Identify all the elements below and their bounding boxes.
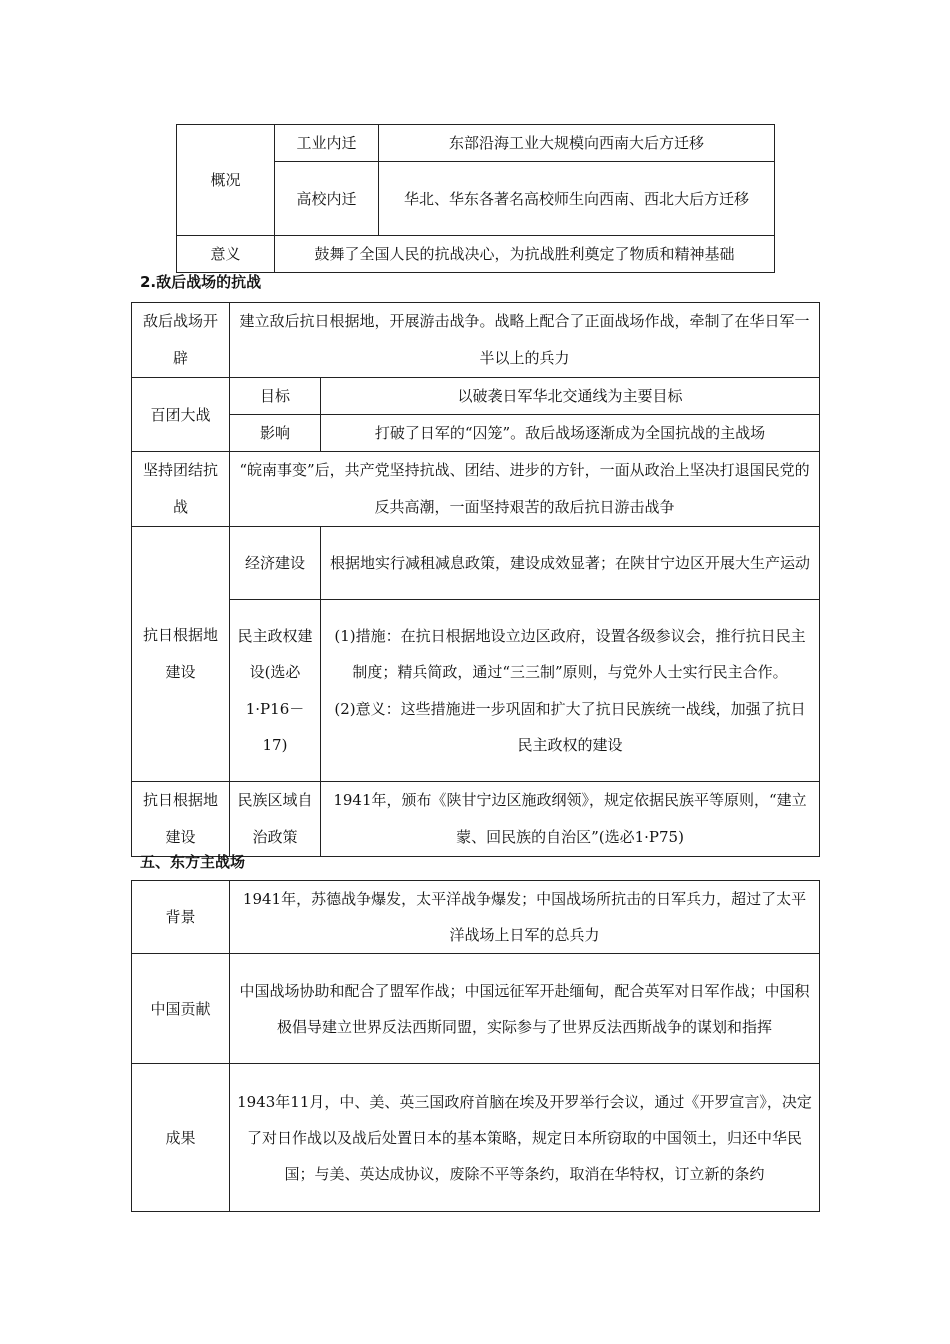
section-heading-5: 五、东方主战场 [140,853,246,871]
table-eastern-battlefield [131,880,820,1212]
college-label: 高校内迁 [275,162,379,236]
goal-label: 目标 [230,378,321,415]
goal-text: 以破袭日军华北交通线为主要目标 [321,378,820,415]
contribution-text: 中国战场协助和配合了盟军作战；中国远征军开赴缅甸，配合英军对日军作战；中国积极倡导建立世界反法西斯同盟，实际参与了世界反法西斯战争的谋划和指挥 [230,954,820,1064]
table-relocation [176,124,775,273]
ethnic-text: 1941年，颁布《陕甘宁边区施政纲领》，规定依据民族平等原则，“建立蒙、回民族的自治区”(选必1·P75) [321,782,820,857]
persist-label: 坚持团结抗战 [132,452,230,527]
meaning-text: 鼓舞了全国人民的抗战决心，为抗战胜利奠定了物质和精神基础 [275,236,775,273]
hundred-regiments-label: 百团大战 [132,378,230,452]
table-rear-battlefield [131,302,820,857]
open-text: 建立敌后抗日根据地，开展游击战争。战略上配合了正面战场作战，牵制了在华日军一半以上的兵力 [230,303,820,378]
background-text: 1941年，苏德战争爆发，太平洋战争爆发；中国战场所抗击的日军兵力，超过了太平洋战场上日军的总兵力 [230,881,820,954]
democracy-label: 民主政权建设(选必1·P16－17) [230,600,321,782]
effect-text: 打破了日军的“囚笼”。敌后战场逐渐成为全国抗战的主战场 [321,415,820,452]
overview-label: 概况 [177,125,275,236]
economy-label: 经济建设 [230,527,321,600]
economy-text: 根据地实行减租减息政策，建设成效显著；在陕甘宁边区开展大生产运动 [321,527,820,600]
industry-label: 工业内迁 [275,125,379,162]
ethnic-label: 民族区域自治政策 [230,782,321,857]
college-text: 华北、华东各著名高校师生向西南、西北大后方迁移 [379,162,775,236]
democracy-meaning: (2)意义：这些措施进一步巩固和扩大了抗日民族统一战线，加强了抗日民主政权的建设 [334,699,806,754]
result-text: 1943年11月，中、美、英三国政府首脑在埃及开罗举行会议，通过《开罗宣言》，决定了对日作战以及战后处置日本的基本策略，规定日本所窃取的中国领土，归还中华民国；与美、英达成协议，废除不平等条约，取消在华特权，订立新的条约 [230,1064,820,1212]
base-label: 抗日根据地建设 [132,527,230,782]
background-label: 背景 [132,881,230,954]
industry-text: 东部沿海工业大规模向西南大后方迁移 [379,125,775,162]
democracy-text [321,600,820,782]
democracy-measures: (1)措施：在抗日根据地设立边区政府，设置各级参议会，推行抗日民主制度；精兵简政，通过“三三制”原则，与党外人士实行民主合作。 [334,626,806,681]
open-label: 敌后战场开辟 [132,303,230,378]
contribution-label: 中国贡献 [132,954,230,1064]
persist-text: “皖南事变”后，共产党坚持抗战、团结、进步的方针，一面从政治上坚决打退国民党的反共高潮，一面坚持艰苦的敌后抗日游击战争 [230,452,820,527]
effect-label: 影响 [230,415,321,452]
base-label-2: 抗日根据地建设 [132,782,230,857]
meaning-label: 意义 [177,236,275,273]
section-heading-2: 2.敌后战场的抗战 [140,273,262,291]
result-label: 成果 [132,1064,230,1212]
